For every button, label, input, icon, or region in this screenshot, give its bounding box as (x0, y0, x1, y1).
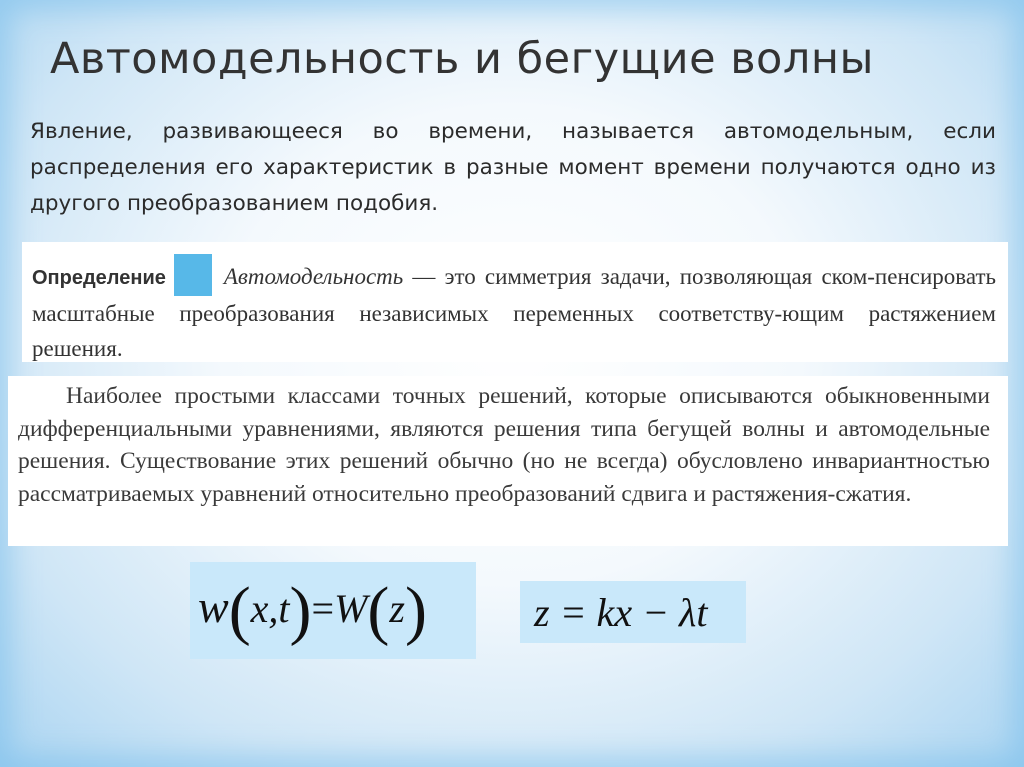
formula-1-open-paren: ( (228, 573, 251, 647)
formula-1-args: x,t (250, 585, 290, 631)
formula-1-expression (190, 573, 427, 647)
solutions-paragraph-box (8, 376, 1008, 546)
intro-paragraph: Явление, развивающееся во времени, называется автомодельным, если распределения его характеристик в разные момент времени получаются одно из другого преобразованием подобия. (30, 119, 996, 216)
definition-text-block (32, 254, 996, 366)
formula-1-rhs-arg: z (389, 585, 405, 631)
formula-wave-variable (520, 581, 746, 643)
slide-title: Автомодельность и бегущие волны (50, 34, 874, 84)
formula-1-lhs-func: w (198, 580, 229, 632)
formula-1-equals: = (311, 585, 335, 631)
definition-marker-square (174, 254, 212, 296)
formula-traveling-wave (190, 562, 476, 659)
definition-box (22, 242, 1008, 362)
formula-1-rhs-open-paren: ( (367, 573, 390, 647)
definition-term: Автомодельность (223, 264, 404, 289)
solutions-paragraph: Наиболее простыми классами точных решений, которые описываются обыкновенными дифференциальными уравнениями, являются решения типа бегущей волны и автомодельные решения. Существование этих решений обычно (но не всегда) обусловлено инвариантностью рассматриваемых уравнений относительно преобразований сдвига и растяжения-сжатия. (18, 383, 990, 507)
formula-1-rhs-close-paren: ) (404, 573, 427, 647)
formula-2-expression: z = kx − λt (534, 589, 708, 635)
definition-body: — это симметрия задачи, позволяющая ском-пенсировать масштабные преобразования независимых переменных соответству-ющим растяжением решения. (32, 264, 996, 361)
formula-1-rhs-func: W (334, 585, 368, 631)
definition-label: Определение (32, 267, 166, 289)
formula-1-close-paren: ) (289, 573, 312, 647)
